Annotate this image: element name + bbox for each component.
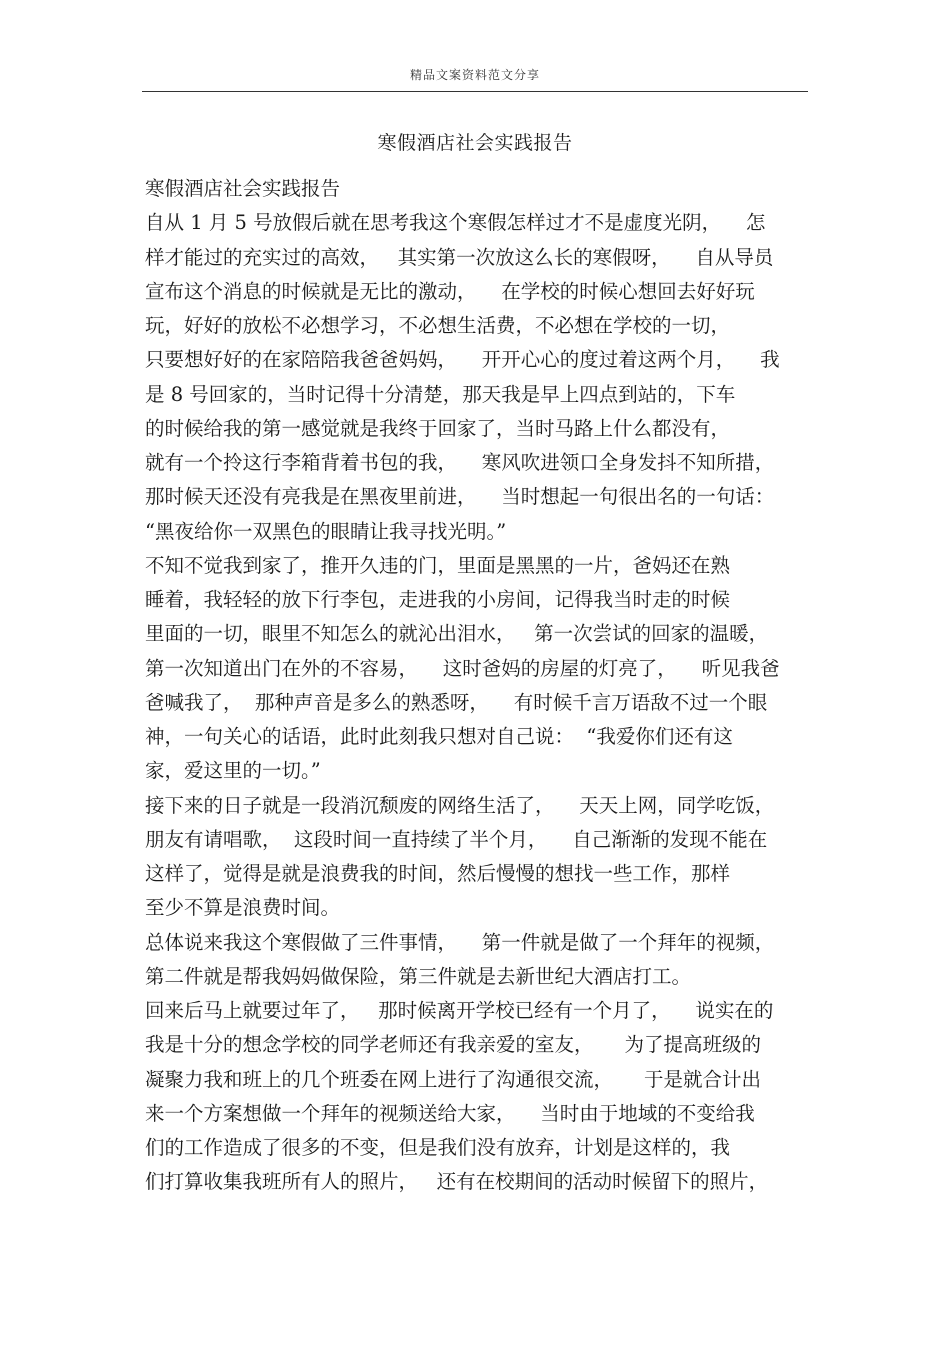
text-line: 不知不觉我到家了，推开久违的门，里面是黑黑的一片，爸妈还在熟 <box>145 553 731 577</box>
text-line: 睡着，我轻轻的放下行李包，走进我的小房间，记得我当时走的时候 <box>145 588 731 611</box>
page-header: 精品文案资料范文分享 <box>409 68 540 82</box>
text-line: 回来后马上就要过年了， 那时候离开学校已经有一个月了， 说实在的 <box>145 999 774 1022</box>
text-line: 接下来的日子就是一段消沉颓废的网络生活了， 天天上网，同学吃饭， <box>145 793 775 817</box>
text-line: 这样了，觉得是就是浪费我的时间，然后慢慢的想找一些工作，那样 <box>145 862 731 885</box>
text-line: 宣布这个消息的时候就是无比的激动， 在学校的时候心想回去好好玩 <box>145 279 755 303</box>
text-line: 就有一个拎这行李箱背着书包的我， 寒风吹进领口全身发抖不知所措， <box>145 451 775 474</box>
document-title: 寒假酒店社会实践报告 <box>377 132 573 154</box>
text-line: 里面的一切，眼里不知怎么的就沁出泪水， 第一次尝试的回家的温暖， <box>145 622 769 646</box>
document-body <box>145 172 810 1200</box>
text-line: 家，爱这里的一切。” <box>145 759 321 783</box>
text-line: 只要想好好的在家陪陪我爸爸妈妈， 开开心心的度过着这两个月， 我 <box>145 348 780 372</box>
text-line: 自从 1 月 5 号放假后就在思考我这个寒假怎样过才不是虚度光阴， 怎 <box>145 211 766 235</box>
text-line: 是 8 号回家的，当时记得十分清楚，那天我是早上四点到站的，下车 <box>145 382 736 406</box>
text-line: 至少不算是浪费时间。 <box>145 896 341 920</box>
text-line: 我是十分的想念学校的同学老师还有我亲爱的室友， 为了提高班级的 <box>145 1033 761 1057</box>
text-line: 凝聚力我和班上的几个班委在网上进行了沟通很交流， 于是就合计出 <box>145 1067 761 1091</box>
text-line: 来一个方案想做一个拜年的视频送给大家， 当时由于地域的不变给我 <box>145 1101 755 1125</box>
text-line: 朋友有请唱歌， 这段时间一直持续了半个月， 自己渐渐的发现不能在 <box>145 827 768 851</box>
text-line: 总体说来我这个寒假做了三件事情， 第一件就是做了一个拜年的视频， <box>145 930 775 954</box>
text-line: 第一次知道出门在外的不容易， 这时爸妈的房屋的灯亮了， 听见我爸 <box>145 656 780 680</box>
text-line: 神，一句关心的话语，此时此刻我只想对自己说： “我爱你们还有这 <box>145 725 733 748</box>
text-line: 的时候给我的第一感觉就是我终于回家了，当时马路上什么都没有， <box>145 416 731 440</box>
text-line: 那时候天还没有亮我是在黑夜里前进， 当时想起一句很出名的一句话： <box>145 485 775 509</box>
header-divider <box>142 91 808 92</box>
text-line: 们打算收集我班所有人的照片， 还有在校期间的活动时候留下的照片， <box>145 1170 769 1194</box>
text-line: “黑夜给你一双黑色的眼睛让我寻找光明。” <box>145 519 507 543</box>
text-line: 寒假酒店社会实践报告 <box>145 177 341 200</box>
text-line: 第二件就是帮我妈妈做保险，第三件就是去新世纪大酒店打工。 <box>145 964 692 988</box>
text-line: 爸喊我了， 那种声音是多么的熟悉呀， 有时候千言万语敌不过一个眼 <box>145 690 768 714</box>
text-line: 玩，好好的放松不必想学习，不必想生活费，不必想在学校的一切， <box>145 314 731 337</box>
text-line: 样才能过的充实过的高效， 其实第一次放这么长的寒假呀， 自从导员 <box>145 245 774 269</box>
text-line: 们的工作造成了很多的不变，但是我们没有放弃，计划是这样的，我 <box>145 1136 731 1159</box>
